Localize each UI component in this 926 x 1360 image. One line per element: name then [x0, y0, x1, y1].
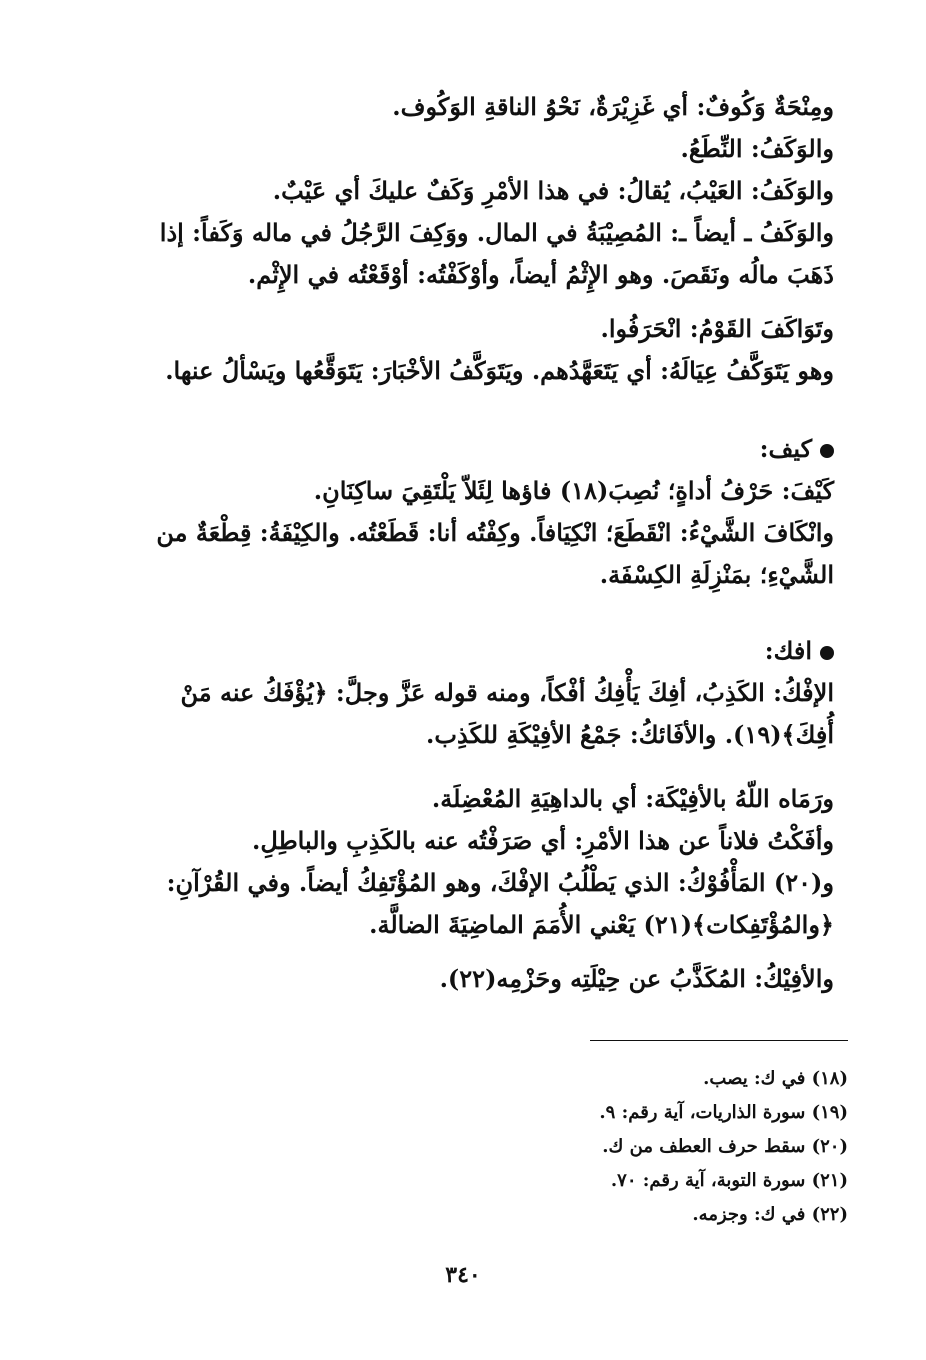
text-line: الشَّيْءِ؛ بمَنْزِلَةِ الكِسْفَة.: [599, 560, 834, 589]
footnote: (١٩) سورة الذاريات، آية رقم: ٩.: [599, 1102, 848, 1123]
text-line: كَيْفَ: حَرْفُ أداةٍ؛ نُصِبَ(١٨) فاؤها لِئَلاّ يَلْتَقِيَ ساكِنَانِ.: [313, 476, 834, 505]
text-line: ورَمَاه اللّهُ بالأفِيْكَة: أي بالداهِيَةِ المُعْضِلَة.: [431, 784, 834, 813]
text-line: ومِنْحَةٌ وَكُوفٌ: أي غَزِيْرَةٌ، نَحْوُ الناقةِ الوَكُوف.: [392, 92, 834, 121]
footnote: (١٨) في ك: يصب.: [703, 1068, 848, 1089]
page-number: ٣٤٠: [445, 1262, 481, 1288]
text-line: والوَكَفُ: العَيْبُ، يُقالُ: في هذا الأمْرِ وَكَفٌ عليكَ أي عَيْبٌ.: [272, 176, 834, 205]
text-line: أُفِكَ﴾(١٩). والأفَائكُ: جَمْعُ الأفِيْكَةِ للكَذِب.: [426, 720, 834, 749]
text-line: وتَوَاكَفَ القَوْمُ: انْحَرَفُوا.: [600, 314, 834, 343]
text-line: والوَكَفُ: النِّطَعُ.: [680, 134, 834, 163]
footnote-divider: [590, 1040, 848, 1041]
entry-heading: [94, 630, 834, 672]
text-line: وهو يَتَوَكَّفُ عِيَالَهُ: أي يَتَعَهَّدُهم. ويَتَوَكَّفُ الأخْبَارَ: يَتَوَقَّعُها ويَسْألُ عنها.: [165, 356, 834, 385]
text-line: ذَهَبَ مالُه ونَقَصَ. وهو الإِثْمُ أيضاً، وأوْكَفْتُه: أوْقَعْتُه في الإِثْم.: [247, 260, 834, 289]
text-line: وانْكَافَ الشَّيْءُ: انْقَطَعَ؛ انْكِيَافاً. وكِفْتُه أنا: قَطَعْتُه. والكِيْفَةُ: قِطْعَةٌ من: [156, 518, 834, 547]
bullet-icon: [820, 444, 834, 458]
text-line: والأفِيْكُ: المُكَذَّبُ عن حِيْلَتِه وحَزْمِه(٢٢).: [439, 964, 834, 993]
text-line: وأفَكْتُ فلاناً عن هذا الأمْرِ: أي صَرَفْتُه عنه بالكَذِبِ والباطِلِ.: [252, 826, 834, 855]
footnotes: [328, 1062, 848, 1232]
heading-text: افك:: [764, 636, 812, 665]
text-line: الإفْكُ: الكَذِبُ، أفِكَ يَأْفِكُ أفْكاً، ومنه قوله عَزَّ وجلَّ: ﴿يُؤْفَكُ عنه مَنْ: [180, 678, 834, 707]
footnote: (٢٢) في ك: وجزمه.: [692, 1204, 848, 1225]
text-line: والوَكَفُ ـ أيضاً ـ: المُصِيْبَةُ في المال. ووَكِفَ الرَّجُلُ في ماله وَكَفاً: إذا: [159, 218, 834, 247]
heading-text: كيف:: [759, 434, 812, 463]
footnote: (٢١) سورة التوبة، آية رقم: ٧٠.: [610, 1170, 848, 1191]
entry-kayf: [94, 428, 834, 596]
entry-wakf: [94, 86, 834, 392]
entry-afk: [94, 630, 834, 1000]
entry-heading: [94, 428, 834, 470]
bullet-icon: [820, 646, 834, 660]
text-line: و(٢٠) المَأْفُوْكُ: الذي يَطْلُبُ الإفْكَ، وهو المُؤْتَفِكُ أيضاً. وفي القُرْآنِ:: [166, 868, 834, 897]
footnote: (٢٠) سقط حرف العطف من ك.: [602, 1136, 848, 1157]
text-line: ﴿والمُؤْتَفِكات﴾(٢١) يَعْني الأُمَمَ الماضِيَةَ الضالَّة.: [369, 910, 834, 939]
